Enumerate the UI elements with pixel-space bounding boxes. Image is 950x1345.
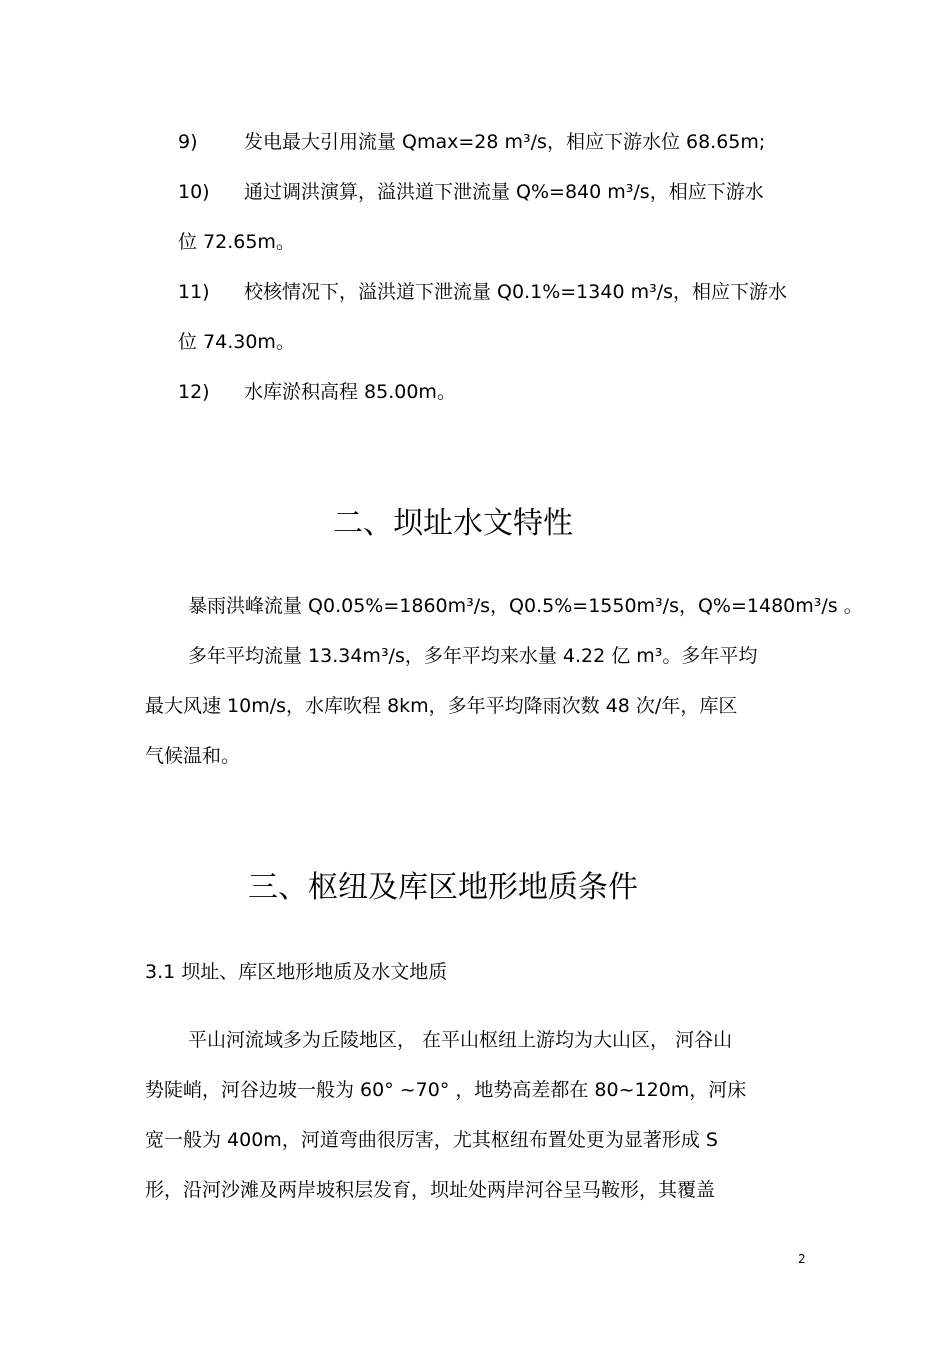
- section-3-line-4: 形，沿河沙滩及两岸坡积层发育，坝址处两岸河谷呈马鞍形，其覆盖: [145, 1179, 716, 1201]
- item-text: 校核情况下，溢洪道下泄流量 Q0.1%=1340 m³/s，相应下游水: [244, 281, 788, 303]
- item-text: 发电最大引用流量 Qmax=28 m³/s，相应下游水位 68.65m;: [244, 131, 766, 153]
- section-2-paragraph-2-line-2: 最大风速 10m/s，水库吹程 8km，多年平均降雨次数 48 次/年，库区: [145, 695, 738, 717]
- item-text: 水库淤积高程 85.00m。: [244, 381, 456, 403]
- section-3-line-2: 势陡峭，河谷边坡一般为 60° ~70° ，地势高差都在 80~120m，河床: [145, 1079, 747, 1101]
- item-number: 9): [178, 131, 198, 153]
- section-2-paragraph-2-line-3: 气候温和。: [145, 745, 241, 767]
- item-10: [178, 180, 764, 204]
- item-number: 11): [178, 281, 210, 303]
- item-number: 10): [178, 181, 210, 203]
- item-11: [178, 280, 787, 304]
- item-11-cont: 位 74.30m。: [178, 331, 295, 353]
- section-3-heading: 三、枢纽及库区地形地质条件: [248, 870, 638, 905]
- item-text: 通过调洪演算，溢洪道下泄流量 Q%=840 m³/s，相应下游水: [244, 181, 764, 203]
- subsection-3-1-heading: 3.1 坝址、库区地形地质及水文地质: [145, 961, 448, 983]
- item-number: 12): [178, 381, 210, 403]
- section-2-paragraph-1: 暴雨洪峰流量 Q0.05%=1860m³/s，Q0.5%=1550m³/s，Q%=1480m³/s 。: [188, 595, 863, 617]
- section-2-paragraph-2-line-1: 多年平均流量 13.34m³/s，多年平均来水量 4.22 亿 m³。多年平均: [188, 645, 758, 667]
- item-12: [178, 380, 456, 404]
- section-2-heading: 二、坝址水文特性: [333, 506, 573, 541]
- section-3-line-3: 宽一般为 400m，河道弯曲很厉害，尤其枢纽布置处更为显著形成 S: [145, 1129, 718, 1151]
- section-3-line-1: 平山河流域多为丘陵地区， 在平山枢纽上游均为大山区， 河谷山: [188, 1029, 733, 1051]
- item-9: [178, 130, 765, 154]
- item-10-cont: 位 72.65m。: [178, 231, 295, 253]
- page-number: 2: [798, 1252, 806, 1266]
